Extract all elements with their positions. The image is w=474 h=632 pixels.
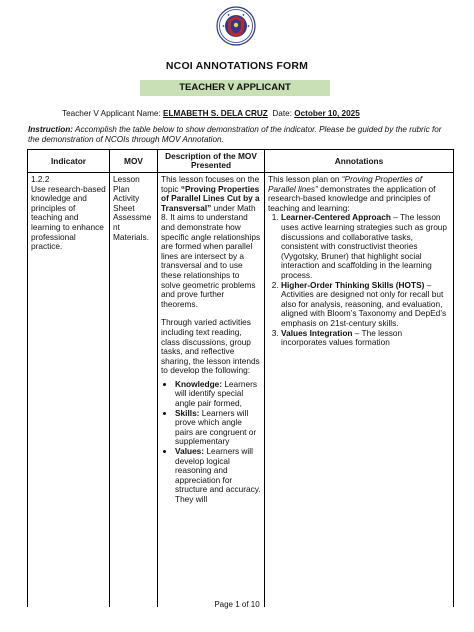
instruction (28, 125, 453, 145)
description-p1 (161, 175, 261, 309)
description-p1-post: under Math 8. It aims to understand and demonstrate how specific angle relationships are formed when parallel lines are intersect by a transversal and to use these relationships to solve geometric problems and prove further theorems. (161, 202, 261, 309)
deped-seal-icon (216, 6, 256, 46)
description-topic: “Proving Properties of Parallel Lines Cut by a Transversal” (161, 183, 260, 213)
annotation-text: – Activities are designed not only for recall but also for analysis, reasoning, and evaluation, aligned with Bloom’s Taxonomy and DepEd’s emphasis on 21st-century skills. (281, 279, 447, 328)
annotations-topic: “Proving Properties of Parallel lines” (268, 175, 423, 194)
objective-text: Learners will identify special angle pair formed, (175, 378, 258, 409)
header-indicator: Indicator (28, 150, 110, 173)
list-item (175, 409, 261, 447)
objective-label: Skills: (175, 407, 200, 418)
applicant-name: ELMABETH S. DELA CRUZ (163, 109, 268, 118)
date-label: Date: (272, 109, 295, 118)
annotation-text: – The lesson uses active learning strategies such as group discussions and collaborative tasks, consistent with constructivist theories (Vygotsky, Bruner) that highlight social interaction and scaffolding in the learning process. (281, 212, 448, 280)
instruction-text: Accomplish the table below to show demonstration of the indicator. Please be guided by the rubric for the demonstration of NCOIs through MOV Annotation. (28, 125, 442, 144)
applicant-line (62, 109, 360, 118)
description-p2: Through varied activities including text reading, class discussions, group tasks, and reflective sharing, the lesson intends to develop the following: (161, 317, 260, 376)
header-annotations: Annotations (265, 150, 454, 173)
table-row (28, 173, 454, 608)
mov-text: Lesson Plan Activity Sheet Assessment Materials. (113, 175, 152, 242)
applicant-name-label: Teacher V Applicant Name: (62, 109, 164, 118)
description-p1-pre: This lesson focuses on the topic (161, 175, 260, 194)
role-title: TEACHER V APPLICANT (140, 80, 330, 96)
mov-cell (110, 173, 158, 608)
applicant-date: October 10, 2025 (294, 109, 360, 118)
list-item (175, 380, 261, 409)
list-item (175, 447, 261, 505)
mov-table (27, 149, 454, 607)
page-number: Page 1 of 10 (214, 600, 260, 609)
annotations-intro-pre: This lesson plan on (268, 175, 342, 184)
form-title: NCOI ANNOTATIONS FORM (165, 60, 309, 72)
instruction-lead: Instruction: (28, 125, 74, 134)
list-item (281, 329, 450, 348)
annotation-label: Learner-Centered Approach (281, 212, 391, 223)
objective-label: Knowledge: (175, 378, 223, 389)
indicator-code: 1.2.2 (31, 175, 50, 184)
description-cell (158, 173, 265, 608)
annotation-label: Values Integration (281, 327, 353, 338)
indicator-cell (28, 173, 110, 608)
header-mov: MOV (110, 150, 158, 173)
annotations-intro (268, 175, 450, 213)
indicator-text: Use research-based knowledge and principles of teaching and learning to enhance professional practice. (31, 183, 106, 252)
objective-label: Values: (175, 446, 205, 457)
annotation-label: Higher-Order Thinking Skills (HOTS) (281, 279, 425, 290)
annotations-intro-post: demonstrates the application of research-based knowledge and principles of teaching and learning: (268, 183, 436, 213)
header-description: Description of the MOV Presented (158, 150, 265, 173)
objectives-list (161, 380, 261, 505)
table-header-row (28, 150, 454, 173)
list-item (281, 213, 450, 280)
objective-text: Learners will prove which angle pairs are congruent or supplementary (175, 407, 257, 447)
objective-text: Learners will develop logical reasoning and appreciation for structure and accuracy. They will (175, 446, 261, 504)
annotations-list (268, 213, 450, 347)
annotation-text: – The lesson incorporates values formation (281, 327, 403, 348)
list-item (281, 281, 450, 329)
annotations-cell (265, 173, 454, 608)
